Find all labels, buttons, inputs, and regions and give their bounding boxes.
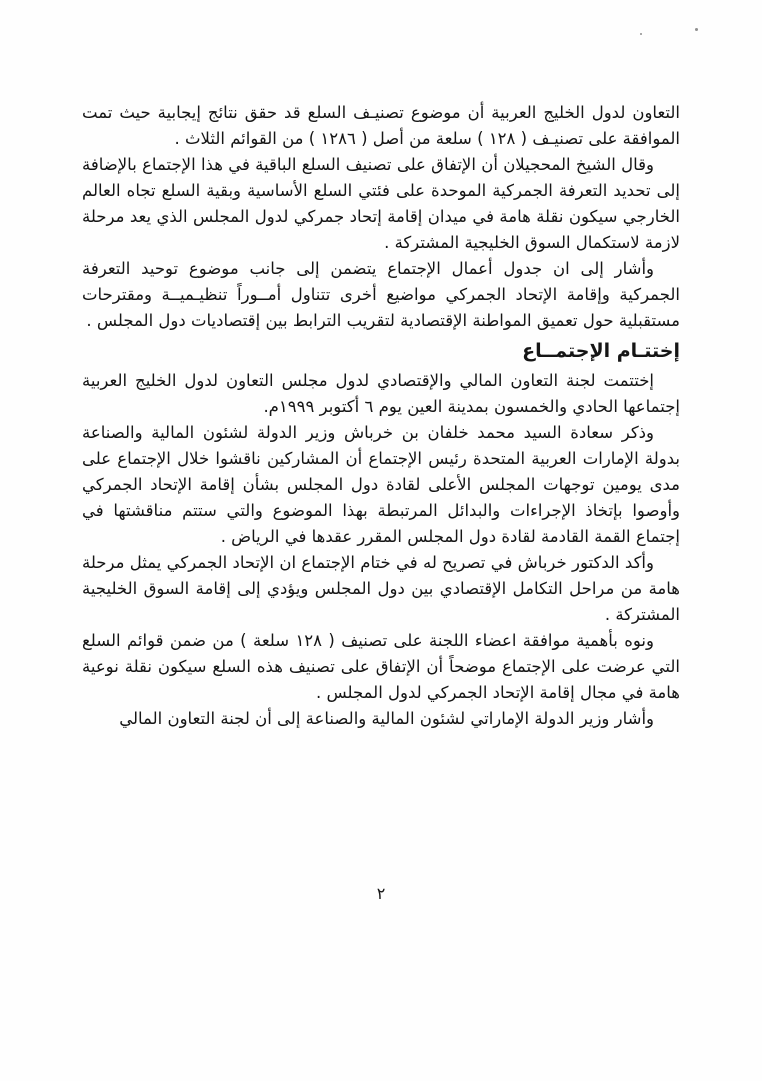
paragraph: ونوه بأهمية موافقة اعضاء اللجنة على تصنيف ( ١٢٨ سلعة ) من ضمن قوائم السلع التي عرضت على الإجتماع موضحاً أن الإتفاق على تصنيف هذه السلع سيكون نقلة نوعية هامة في مجال إقامة الإتحاد الجمركي لدول المجلس . xyxy=(82,631,680,702)
page-number: ٢ xyxy=(376,884,386,903)
scan-artifact xyxy=(695,28,698,31)
paragraph: وأشار إلى ان جدول أعمال الإجتماع يتضمن إلى جانب موضوع توحيد التعرفة الجمركية وإقامة الإتحاد الجمركي مواضيع أخرى تتناول أمــوراً تنظيـميــة ومقترحات مستقبلية حول تعميق المواطنة الإقتصادية لتقريب الترابط بين إقتصاديات دول المجلس . xyxy=(82,259,680,330)
scan-artifact xyxy=(640,33,642,35)
paragraph: وذكر سعادة السيد محمد خلفان بن خرباش وزير الدولة لشئون المالية والصناعة بدولة الإمارات العربية المتحدة رئيس الإجتماع أن المشاركين ناقشوا خلال الإجتماع على مدى يومين توجهات المجلس الأعلى لقادة دول المجلس بشأن إقامة الإتحاد الجمركي وأوصوا بإتخاذ الإجراءات والبدائل المرتبطة بهذا الموضوع والتي ستتم مناقشتها في إجتماع القمة القادمة لقادة دول المجلس المقرر عقدها في الرياض . xyxy=(82,423,680,546)
paragraph-continuation: التعاون لدول الخليج العربية أن موضوع تصنيـف السلع قد حقق نتائج إيجابية حيث تمت الموافقة على تصنيـف ( ١٢٨ ) سلعة من أصل ( ١٢٨٦ ) من القوائم الثلاث . xyxy=(82,103,680,148)
paragraph: وأشار وزير الدولة الإماراتي لشئون المالية والصناعة إلى أن لجنة التعاون المالي xyxy=(119,709,654,728)
paragraph: إختتمت لجنة التعاون المالي والإقتصادي لدول مجلس التعاون لدول الخليج العربية إجتماعها الحادي والخمسون بمدينة العين يوم ٦ أكتوبر ١٩٩٩م. xyxy=(82,371,680,416)
paragraph: وقال الشيخ المحجيلان أن الإتفاق على تصنيف السلع الباقية في هذا الإجتماع بالإضافة إلى تحديد التعرفة الجمركية الموحدة على فئتي السلع الأساسية وبقية السلع تجاه العالم الخارجي سيكون نقلة هامة في ميدان إقامة إتحاد جمركي لدول المجلس الذي يعد مرحلة لازمة لاستكمال السوق الخليجية المشتركة . xyxy=(82,155,680,252)
paragraph: وأكد الدكتور خرباش في تصريح له في ختام الإجتماع ان الإتحاد الجمركي يمثل مرحلة هامة من مراحل التكامل الإقتصادي بين دول المجلس ويؤدي إلى إقامة السوق الخليجية المشتركة . xyxy=(82,553,680,624)
section-heading: إختتـام الإجتمــاع xyxy=(522,340,680,362)
page-content xyxy=(82,100,680,732)
